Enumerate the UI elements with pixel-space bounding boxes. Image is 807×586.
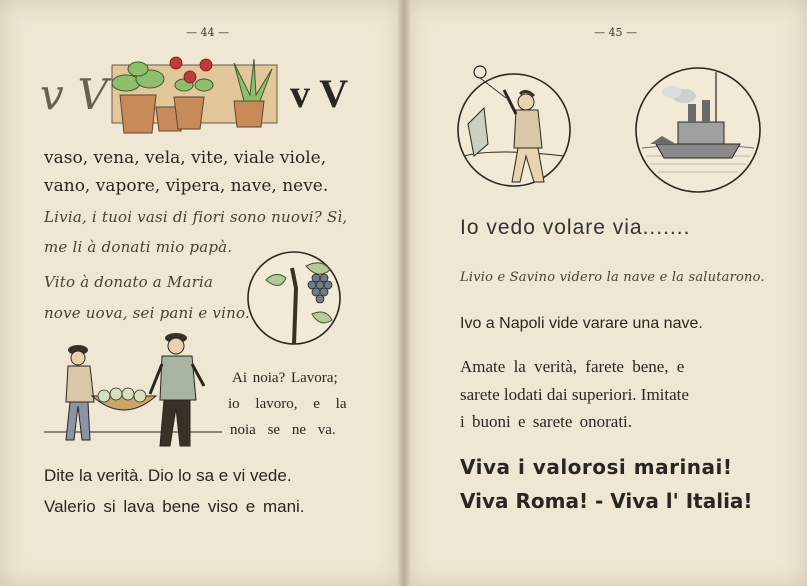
letter-v-print: v V <box>290 71 349 116</box>
grapes-illustration <box>246 248 346 348</box>
sans-line-1: Dite la verità. Dio lo sa e vi vede. <box>44 466 292 485</box>
bold-line-2: Viva Roma! - Viva l' Italia! <box>460 489 753 513</box>
sans-line-2: Valerio si lava bene viso e mani. <box>44 497 305 516</box>
script-line-3: Vito à donato a Maria <box>44 273 214 291</box>
serif-line-2: io lavoro, e la <box>228 396 347 412</box>
right-serif-line-3: i buoni e sarete onorati. <box>460 412 633 431</box>
right-serif-line-1: Amate la verità, farete bene, e <box>460 357 685 376</box>
page-number-left: — 44 — <box>186 26 229 39</box>
boy-balloon-illustration <box>454 64 576 190</box>
serif-line-1: Ai noia? Lavora; <box>232 370 338 386</box>
right-sans-line: Ivo a Napoli vide varare una nave. <box>460 315 703 332</box>
script-line-1: Livia, i tuoi vasi di fiori sono nuovi? Sì, <box>44 208 348 226</box>
ship-illustration <box>632 64 764 196</box>
right-script-line: Livio e Savino videro la nave e la salutarono. <box>460 270 765 285</box>
flower-pots-illustration <box>104 55 282 135</box>
script-line-2: me li à donati mio papà. <box>44 238 233 256</box>
men-carrying-basket-illustration <box>44 328 222 452</box>
script-line-4: nove uova, sei pani e vino. <box>44 304 250 322</box>
words-line-1: vaso, vena, vela, vite, viale viole, <box>44 148 327 168</box>
book-gutter <box>398 0 410 586</box>
letter-v-script: v V <box>40 70 109 119</box>
serif-line-3: noia se ne va. <box>230 422 336 438</box>
light-line: Io vedo volare via....... <box>460 216 691 239</box>
page-number-right: — 45 — <box>594 26 637 39</box>
words-line-2: vano, vapore, vipera, nave, neve. <box>44 176 329 196</box>
bold-line-1: Viva i valorosi marinai! <box>460 455 733 479</box>
right-serif-line-2: sarete lodati dai superiori. Imitate <box>460 385 689 404</box>
